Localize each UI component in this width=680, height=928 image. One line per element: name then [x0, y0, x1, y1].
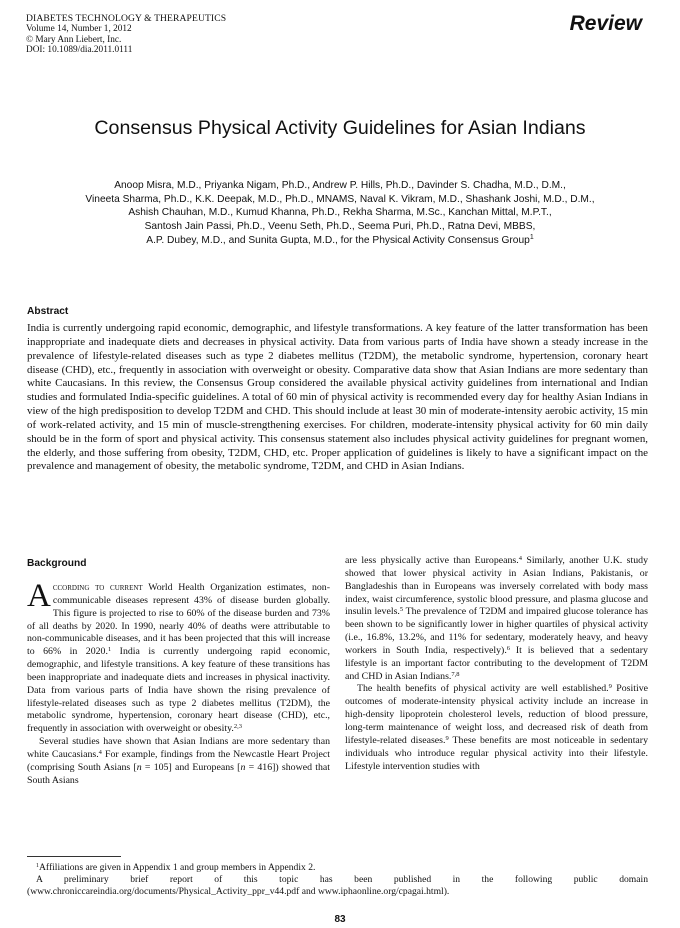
variable: n — [136, 761, 142, 773]
column-right — [345, 555, 648, 773]
abstract-heading: Abstract — [27, 306, 69, 317]
text-run: = 105] and Europeans [ — [141, 761, 241, 773]
paragraph — [345, 555, 648, 683]
footnote-text[interactable]: A preliminary brief report of this topic has been published in the following public domain (www.chroniccareindia.org/documents/Physical_Activity_ppr_v44.pdf and www.iphaonline.org/cpagai.html). — [27, 873, 648, 897]
drop-cap: A — [27, 578, 51, 614]
citation[interactable]: 6 — [506, 644, 511, 652]
lead-in: ccording to current — [52, 582, 143, 593]
journal-copyright: © Mary Ann Liebert, Inc. — [26, 34, 122, 45]
text-run: It is believed that a sedentary lifestyle is an important factor contributing to the development of T2DM and CHD in Asian Indians. — [345, 644, 648, 682]
text-run: The prevalence of T2DM and impaired glucose tolerance has been shown to be significantly lower in higher quartiles of physical activity (i.e., 16.8%, 13.2%, and 11% for sedentary, moderately heavy, and heavy workers in South India, respectively). — [345, 606, 648, 656]
journal-info — [26, 14, 226, 56]
citation[interactable]: 1 — [107, 646, 112, 654]
author-list — [20, 179, 660, 248]
text-run: For example, findings from the Newcastle Heart Project (comprising South Asians [ — [27, 748, 330, 773]
author-line: Vineeta Sharma, Ph.D., K.K. Deepak, M.D., Ph.D., MNAMS, Naval K. Vikram, M.D., Shashank Joshi, M.D., D.M., — [85, 193, 595, 205]
footnote-text: Affiliations are given in Appendix 1 and group members in Appendix 2. — [39, 862, 316, 873]
footnotes — [27, 862, 648, 897]
background-heading: Background — [27, 558, 87, 569]
footnote — [27, 862, 648, 874]
paragraph — [27, 736, 330, 787]
citation[interactable]: 2,3 — [233, 723, 242, 731]
author-line: Ashish Chauhan, M.D., Kumud Khanna, Ph.D., Rekha Sharma, M.Sc., Kanchan Mittal, M.P.T., — [128, 207, 552, 219]
footnote-divider — [27, 856, 121, 857]
citation[interactable]: 9 — [445, 734, 449, 742]
article-title: Consensus Physical Activity Guidelines for Asian Indians — [94, 117, 586, 139]
text-run: Several studies have shown that Asian Indians are more sedentary than white Caucasians. — [27, 736, 330, 760]
paragraph — [27, 578, 331, 736]
text-run: Positive outcomes of moderate-intensity physical activity include an increase in high-density lipoprotein cholesterol levels, reduction of blood pressure, long-term maintenance of weight loss, and decreased risk of death from lifestyle-related diseases. — [345, 683, 648, 746]
footnote — [27, 874, 648, 898]
journal-doi[interactable]: DOI: 10.1089/dia.2011.0111 — [26, 45, 133, 56]
footnote-marker: 1 — [36, 863, 39, 869]
text-run: are less physically active than Europeans. — [345, 555, 519, 566]
text-run: Similarly, another U.K. study showed that lower physical activity in Asian Indians, Pakistanis, or Bangladeshis than in Europeans was inversely correlated with body mass index, waist circumference, systolic blood pressure, and plasma glucose and insulin levels. — [345, 555, 648, 618]
citation[interactable]: 4 — [518, 555, 522, 562]
text-run: World Health Organization estimates, non-communicable diseases represent 43% of disease burden globally. This figure is projected to rise to 60% of the disease burden and 73% of all deaths by 2020. In 1990, nearly 40% of deaths were attributable to non-communicable diseases, and it has been projected that this will increase to 66% in 2020. — [27, 582, 330, 658]
author-line — [20, 234, 660, 248]
journal-volume: Volume 14, Number 1, 2012 — [26, 24, 132, 35]
page-number: 83 — [334, 914, 346, 925]
section-label: Review — [569, 12, 642, 35]
citation[interactable]: 9 — [608, 683, 612, 691]
author-line: Anoop Misra, M.D., Priyanka Nigam, Ph.D., Andrew P. Hills, Ph.D., Davinder S. Chadha, M.D., D.M., — [114, 180, 566, 191]
variable: n — [240, 761, 246, 773]
text-run: These benefits are most noticeable in sedentary individuals who introduce regular physical activity into their lifestyle. Lifestyle intervention studies with — [345, 734, 648, 772]
author-line-text: A.P. Dubey, M.D., and Sunita Gupta, M.D., for the Physical Activity Consensus Group — [146, 234, 530, 246]
affiliation-marker: 1 — [529, 233, 534, 241]
citation[interactable]: 4 — [98, 748, 102, 756]
citation[interactable]: 5 — [399, 606, 404, 614]
journal-name: DIABETES TECHNOLOGY & THERAPEUTICS — [26, 13, 227, 24]
paragraph — [345, 683, 648, 773]
column-left — [27, 578, 331, 788]
citation[interactable]: 7,8 — [451, 670, 460, 678]
text-run: India is currently undergoing rapid economic, demographic, and lifestyle transitions. A key feature of these transitions has been inappropriate and inadequate diets and increases in physical inactivity. Data from various parts of India have shown the rising prevalence of lifestyle-related diseases such as type 2 diabetes mellitus (T2DM), the metabolic syndrome, hypertension, coronary heart disease (CHD), etc., frequently in association with overweight or obesity. — [27, 646, 331, 735]
abstract-text: India is currently undergoing rapid economic, demographic, and lifestyle transformations. A key feature of the latter transformation has been inappropriate and inadequate diets and decreases in physical activity. Data from various parts of India have shown a steady increase in the prevalence of lifestyle-related diseases such as type 2 diabetes mellitus (T2DM), the metabolic syndrome, hypertension, coronary heart disease (CHD), etc., frequently in association with overweight or obesity. Comparative data show that Asian Indians are more sedentary than white Caucasians. In this review, the Consensus Group considered the available physical activity guidelines from international and Indian studies and formulated India-specific guidelines. A total of 60 min of physical activity is recommended every day for healthy Asian Indians in view of the high predisposition to develop T2DM and CHD. This should include at least 30 min of moderate-intensity aerobic activity, 15 min of work-related activity, and 15 min of muscle-strengthening exercises. For children, moderate-intensity physical activity for 60 min daily should be in the form of sport and physical activity. This consensus statement also includes physical activity guidelines for pregnant women, the elderly, and those suffering from obesity, T2DM, CHD, etc. Proper application of guidelines is likely to have a significant impact on the prevalence and management of obesity, the metabolic syndrome, T2DM, and CHD in Asian Indians. — [27, 322, 648, 473]
author-line: Santosh Jain Passi, Ph.D., Veenu Seth, Ph.D., Seema Puri, Ph.D., Ratna Devi, MBBS, — [144, 221, 536, 233]
text-run: = 416]) showed that South Asians — [27, 761, 330, 786]
text-run: The health benefits of physical activity are well established. — [357, 683, 609, 695]
